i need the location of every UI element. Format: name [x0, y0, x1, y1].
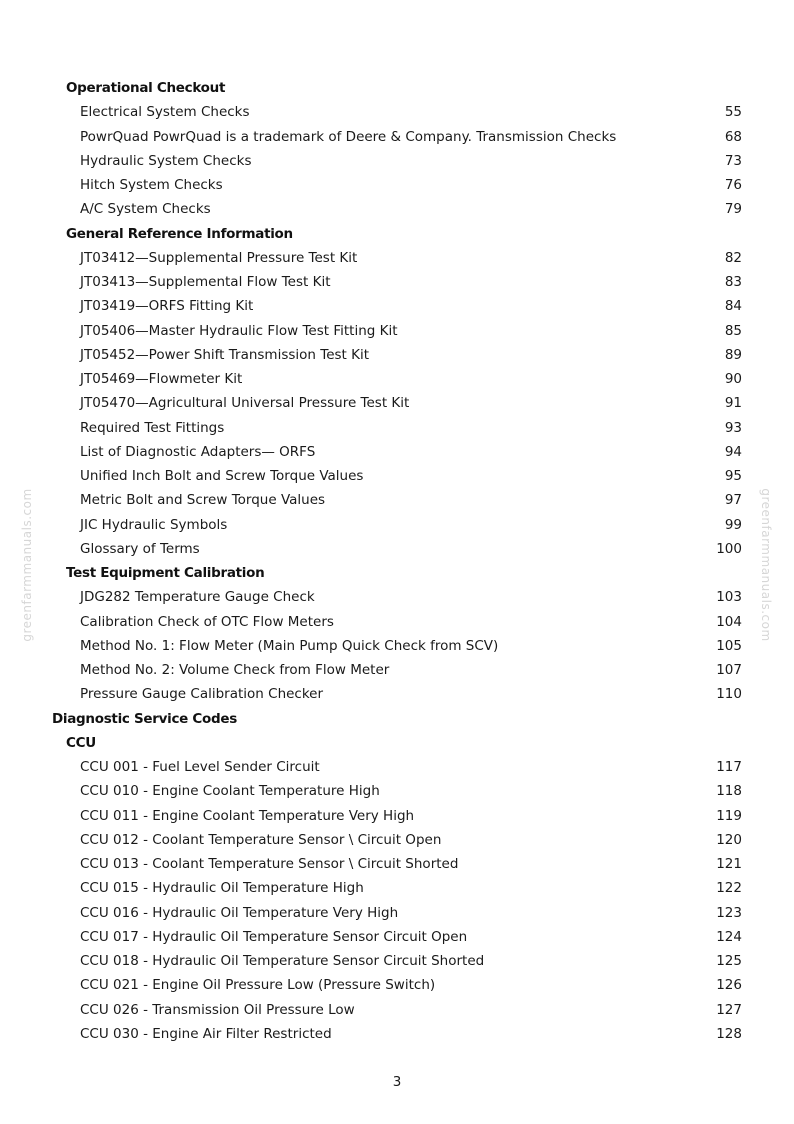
toc-entry[interactable] [0, 876, 794, 900]
toc-entry-title[interactable]: Glossary of Terms [80, 540, 200, 557]
toc-entry-page-number[interactable]: 104 [716, 613, 742, 630]
toc-entry-page-number[interactable]: 121 [716, 856, 742, 872]
toc-entry-title[interactable]: PowrQuad PowrQuad is a trademark of Deere & Company. Transmission Checks [80, 128, 617, 145]
toc-entry-title[interactable]: JIC Hydraulic Symbols [80, 516, 228, 533]
toc-entry-page-number[interactable]: 84 [724, 298, 742, 315]
toc-entry[interactable] [0, 1022, 794, 1046]
toc-entry-page-number[interactable]: 100 [716, 540, 742, 557]
toc-entry-title[interactable]: Unified Inch Bolt and Screw Torque Values [80, 468, 364, 484]
toc-entry[interactable] [0, 197, 794, 221]
toc-entry[interactable] [0, 634, 794, 658]
toc-entry-page-number[interactable]: 93 [724, 419, 742, 436]
toc-entry[interactable] [0, 343, 794, 367]
toc-entry[interactable] [0, 658, 794, 682]
toc-section-heading [0, 222, 794, 246]
toc-entry-page-number[interactable]: 119 [716, 807, 742, 824]
toc-entry-page-number[interactable]: 120 [716, 831, 742, 848]
toc-entry-title[interactable]: JT05470—Agricultural Universal Pressure Test Kit [80, 395, 410, 412]
page-number: 3 [392, 1074, 402, 1090]
toc-entry-title[interactable]: CCU 011 - Engine Coolant Temperature Very High [80, 807, 415, 824]
toc-entry-title[interactable]: CCU 016 - Hydraulic Oil Temperature Very High [80, 904, 399, 921]
toc-entry[interactable] [0, 391, 794, 415]
toc-entry-page-number[interactable]: 79 [724, 201, 742, 218]
toc-entry-title[interactable]: Method No. 1: Flow Meter (Main Pump Quick Check from SCV) [80, 637, 499, 654]
toc-entry[interactable] [0, 828, 794, 852]
toc-entry[interactable] [0, 149, 794, 173]
toc-entry[interactable] [0, 270, 794, 294]
toc-entry-page-number[interactable]: 123 [716, 904, 742, 921]
toc-section-heading [0, 561, 794, 585]
toc-entry-title[interactable]: JT03413—Supplemental Flow Test Kit [80, 274, 331, 290]
toc-entry[interactable] [0, 852, 794, 876]
toc-entry-page-number[interactable]: 85 [724, 322, 742, 339]
toc-entry-title[interactable]: CCU 021 - Engine Oil Pressure Low (Pressure Switch) [80, 977, 436, 994]
toc-entry-title[interactable]: List of Diagnostic Adapters— ORFS [80, 443, 316, 460]
toc-entry-title[interactable]: A/C System Checks [80, 201, 211, 218]
toc-entry-title[interactable]: JT05452—Power Shift Transmission Test Kit [80, 346, 370, 363]
toc-entry-page-number[interactable]: 82 [724, 249, 742, 266]
toc-entry-title[interactable]: JT03419—ORFS Fitting Kit [80, 298, 254, 315]
toc-entry-page-number[interactable]: 124 [716, 928, 742, 945]
toc-entry[interactable] [0, 949, 794, 973]
toc-entry-title[interactable]: Pressure Gauge Calibration Checker [80, 686, 324, 703]
toc-entry-page-number[interactable]: 103 [716, 589, 742, 606]
toc-entry-title[interactable]: CCU 030 - Engine Air Filter Restricted [80, 1025, 332, 1042]
toc-entry-title[interactable]: CCU 018 - Hydraulic Oil Temperature Sensor Circuit Shorted [80, 953, 485, 969]
toc-entry-title[interactable]: CCU 013 - Coolant Temperature Sensor \ Circuit Shorted [80, 856, 459, 872]
toc-entry[interactable] [0, 998, 794, 1022]
toc-entry-page-number[interactable]: 126 [716, 977, 742, 994]
toc-entry-title[interactable]: CCU 015 - Hydraulic Oil Temperature High [80, 880, 364, 897]
toc-entry-title[interactable]: CCU 010 - Engine Coolant Temperature High [80, 783, 380, 800]
toc-entry-page-number[interactable]: 122 [716, 880, 742, 897]
toc-entry[interactable] [0, 416, 794, 440]
toc-entry-title[interactable]: Required Test Fittings [80, 419, 225, 436]
toc-entry-page-number[interactable]: 118 [716, 783, 742, 800]
toc-entry-title[interactable]: CCU 012 - Coolant Temperature Sensor \ Circuit Open [80, 831, 442, 848]
toc-entry-title[interactable]: CCU 001 - Fuel Level Sender Circuit [80, 759, 320, 775]
toc-entry[interactable] [0, 464, 794, 488]
toc-entry[interactable] [0, 513, 794, 537]
toc-entry-page-number[interactable]: 99 [724, 516, 742, 533]
toc-entry[interactable] [0, 294, 794, 318]
toc-section-heading [0, 76, 794, 100]
toc-entry[interactable] [0, 973, 794, 997]
toc-entry[interactable] [0, 804, 794, 828]
toc-entry-page-number[interactable]: 105 [716, 637, 742, 654]
toc-entry-page-number[interactable]: 95 [724, 468, 742, 484]
toc-entry-page-number[interactable]: 83 [724, 274, 742, 290]
toc-entry-title[interactable]: JT05469—Flowmeter Kit [80, 371, 243, 387]
toc-entry-title[interactable]: JT05406—Master Hydraulic Flow Test Fitting Kit [80, 322, 398, 339]
toc-entry-page-number[interactable]: 107 [716, 662, 742, 678]
toc-entry[interactable] [0, 585, 794, 609]
toc-entry-page-number[interactable]: 68 [724, 128, 742, 145]
toc-entry-page-number[interactable]: 73 [724, 152, 742, 169]
toc-entry-page-number[interactable]: 89 [724, 346, 742, 363]
toc-entry-page-number[interactable]: 117 [716, 759, 742, 775]
toc-entry-page-number[interactable]: 97 [724, 492, 742, 509]
toc-entry-page-number[interactable]: 90 [724, 371, 742, 387]
toc-entry[interactable] [0, 173, 794, 197]
toc-heading-title: Diagnostic Service Codes [52, 710, 237, 727]
toc-entry[interactable] [0, 319, 794, 343]
watermark-right: greenfarmmanuals.com [759, 488, 773, 642]
toc-heading-title: CCU [66, 734, 96, 751]
toc-entry[interactable] [0, 440, 794, 464]
toc-entry[interactable] [0, 537, 794, 561]
toc-entry-page-number[interactable]: 94 [724, 443, 742, 460]
toc-heading-title: Operational Checkout [66, 80, 226, 96]
table-of-contents [0, 76, 794, 1046]
toc-entry-title[interactable]: Hitch System Checks [80, 177, 223, 193]
watermark-left: greenfarmmanuals.com [20, 488, 34, 642]
toc-entry[interactable] [0, 367, 794, 391]
toc-entry[interactable] [0, 901, 794, 925]
toc-entry[interactable] [0, 682, 794, 706]
toc-entry[interactable] [0, 755, 794, 779]
toc-entry[interactable] [0, 125, 794, 149]
toc-entry[interactable] [0, 610, 794, 634]
toc-heading-title: General Reference Information [66, 225, 293, 242]
toc-entry-page-number[interactable]: 125 [716, 953, 742, 969]
toc-entry[interactable] [0, 779, 794, 803]
toc-entry-page-number[interactable]: 91 [724, 395, 742, 412]
toc-entry[interactable] [0, 925, 794, 949]
toc-entry-title[interactable]: Hydraulic System Checks [80, 152, 252, 169]
toc-heading-title: Test Equipment Calibration [66, 565, 265, 581]
toc-entry-title[interactable]: Metric Bolt and Screw Torque Values [80, 492, 326, 509]
toc-entry-page-number[interactable]: 127 [716, 1001, 742, 1018]
toc-entry-title[interactable]: CCU 017 - Hydraulic Oil Temperature Sensor Circuit Open [80, 928, 468, 945]
toc-entry-page-number[interactable]: 110 [716, 686, 742, 703]
toc-entry-title[interactable]: Electrical System Checks [80, 104, 250, 121]
toc-section-heading [0, 731, 794, 755]
toc-entry-page-number[interactable]: 128 [716, 1025, 742, 1042]
toc-entry-title[interactable]: JT03412—Supplemental Pressure Test Kit [80, 249, 358, 266]
toc-entry[interactable] [0, 246, 794, 270]
toc-entry[interactable] [0, 100, 794, 124]
toc-entry[interactable] [0, 488, 794, 512]
toc-entry-page-number[interactable]: 55 [724, 104, 742, 121]
toc-entry-title[interactable]: CCU 026 - Transmission Oil Pressure Low [80, 1001, 355, 1018]
toc-section-heading [0, 707, 794, 731]
toc-entry-title[interactable]: Method No. 2: Volume Check from Flow Meter [80, 662, 390, 678]
toc-entry-page-number[interactable]: 76 [724, 177, 742, 193]
toc-entry-title[interactable]: JDG282 Temperature Gauge Check [80, 589, 315, 606]
toc-entry-title[interactable]: Calibration Check of OTC Flow Meters [80, 613, 334, 630]
